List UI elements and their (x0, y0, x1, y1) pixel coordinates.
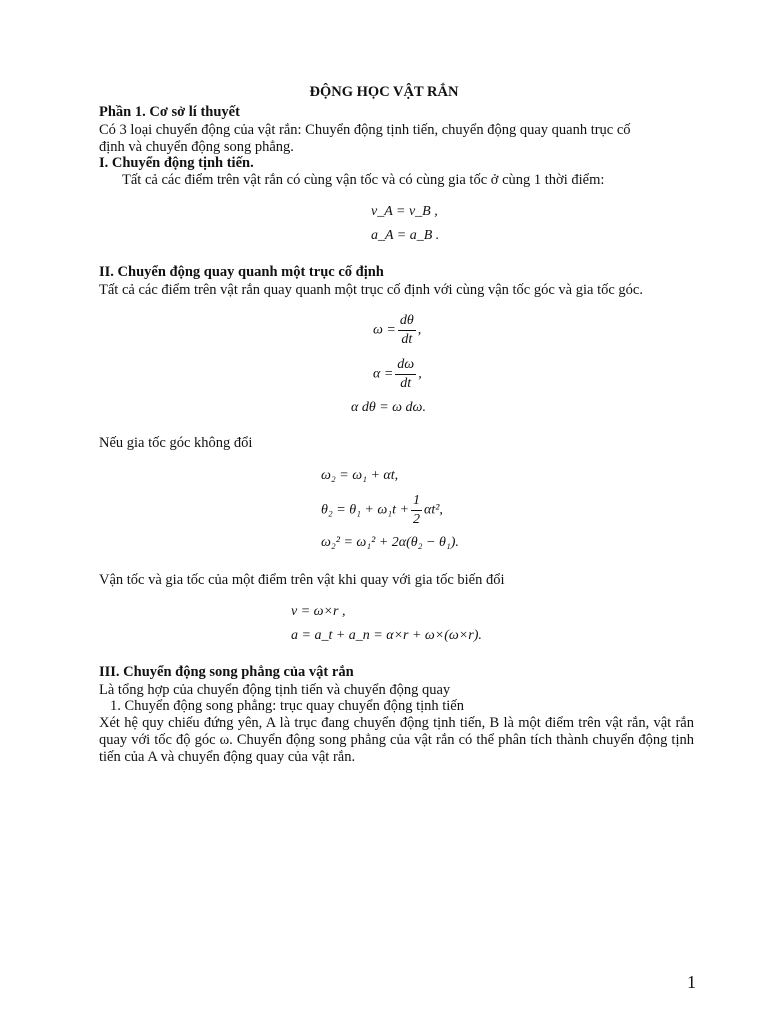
part1-heading: Phần 1. Cơ sở lí thuyết (99, 104, 240, 120)
sec2-eq-omega: ω = $\frac{d\theta}{dt}$ , (373, 313, 422, 347)
sec2-eq-alpha: α = $\frac{d\omega}{dt}$ , (373, 357, 422, 391)
page-title: ĐỘNG HỌC VẬT RẮN (309, 84, 459, 100)
part1-intro-line2: định và chuyển động song phẳng. (99, 139, 294, 155)
sec2-eq-alpha-dtheta: α dθ = ω dω. (351, 400, 426, 415)
alpha-denominator: dt (400, 376, 412, 391)
sec2-eq-a-cross: a = a_t + a_n = α×r + ω×(ω×r). (291, 628, 482, 643)
theta2-left: θ₂ = θ₁ + ω₁t + (321, 502, 409, 518)
omega-denominator: dt (401, 332, 413, 347)
sec1-eq-acceleration: a_A = a_B . (371, 228, 440, 243)
sec1-eq-velocity: v_A = v_B , (371, 204, 438, 219)
sec2-eq-omega-squared: ω₂² = ω₁² + 2α(θ₂ − θ₁). (321, 535, 459, 550)
sec2-text: Tất cả các điểm trên vật rắn quay quanh một trục cố định với cùng vận tốc góc và gia tốc góc. (99, 282, 643, 298)
half-denominator: 2 (412, 512, 420, 527)
sec3-paragraph: Xét hệ quy chiếu đứng yên, A là trục đang chuyển động tịnh tiến, B là một điểm trên vật rắn, vật rắn quay với tốc độ góc ω. Chuyển động song phẳng của vật rắn có thể phân tích thành chuyển động tịnh tiến của A và chuyển động quay của vật rắn. (99, 715, 694, 765)
theta2-right: αt², (423, 502, 443, 518)
sec3-heading: III. Chuyển động song phẳng của vật rắn (99, 664, 354, 680)
sec1-heading: I. Chuyển động tịnh tiến. (99, 155, 254, 171)
sec3-list-item-1: 1. Chuyển động song phẳng: trục quay chuyển động tịnh tiến (110, 698, 464, 714)
half-numerator: 1 (411, 492, 422, 511)
sec2-eq-v-cross: v = ω×r , (291, 604, 346, 619)
sec2-variable-text: Vận tốc và gia tốc của một điểm trên vật khi quay với gia tốc biến đổi (99, 572, 505, 588)
sec2-eq-omega2: ω₂ = ω₁ + αt, (321, 468, 399, 483)
sec2-eq-theta2 (321, 492, 443, 529)
sec1-text: Tất cả các điểm trên vật rắn có cùng vận tốc và có cùng gia tốc ở cùng 1 thời điểm: (122, 172, 605, 188)
omega-numerator: dθ (398, 312, 416, 331)
part1-intro-line1: Có 3 loại chuyển động của vật rắn: Chuyển động tịnh tiến, chuyển động quay quanh trục cố (99, 122, 631, 138)
page-number: 1 (687, 972, 696, 992)
sec3-text: Là tổng hợp của chuyển động tịnh tiến và chuyển động quay (99, 682, 451, 698)
sec2-const-text: Nếu gia tốc góc không đổi (99, 435, 253, 451)
sec2-heading: II. Chuyển động quay quanh một trục cố định (99, 264, 384, 280)
alpha-numerator: dω (395, 356, 416, 375)
